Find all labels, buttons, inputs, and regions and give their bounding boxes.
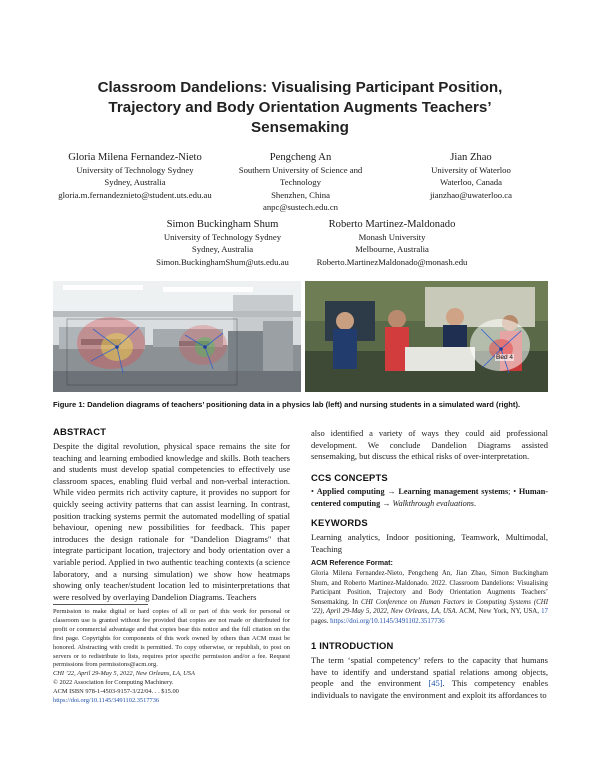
introduction-heading: 1 INTRODUCTION — [311, 640, 394, 651]
physics-lab-photo — [53, 281, 301, 392]
author-block-2 — [228, 151, 373, 214]
permission-block — [53, 608, 290, 706]
citation-link[interactable]: [45] — [428, 678, 443, 689]
ccs-concept-2: Human-centered computing — [311, 487, 549, 508]
author-name: Jian Zhao — [450, 152, 492, 163]
abstract-continued: also identified a variety of ways they could aid professional development. We conclude Dandelion Diagrams assisted sensemaking, but discuss the ethical risks of over-interpretation. — [311, 428, 548, 462]
reference-authors: Gloria Milena Fernandez-Nieto, Pengcheng An, Jian Zhao, Simon Buckingham Shum, and Roberto Martinez-Maldonado. 2022. Classroom Dandelions: Visualising Participant Position, Trajectory and Body Orientation Augments Teachers’ Sensemaking. In — [311, 570, 548, 606]
reference-publisher: ACM, New York, NY, USA, — [459, 608, 540, 616]
ccs-heading: CCS CONCEPTS — [311, 472, 388, 483]
arrow-icon: → — [382, 498, 391, 508]
author-block-4 — [140, 218, 305, 268]
bullet: • — [513, 487, 517, 496]
footnote-rule — [53, 604, 148, 605]
author-name: Simon Buckingham Shum — [166, 219, 279, 230]
ccs-concepts: • Applied computing → Learning management systems; • Human-centered computing → Walkthrough evaluations. — [311, 487, 549, 508]
author-affiliation: University of Waterloo — [431, 165, 511, 175]
author-block-5 — [302, 218, 482, 268]
paper-title: Classroom Dandelions: Visualising Participant Position, Trajectory and Body Orientation Augments Teachers’ Sensemaking — [97, 79, 503, 136]
author-name: Pengcheng An — [269, 152, 332, 163]
author-email: Roberto.MartinezMaldonado@monash.edu — [316, 256, 468, 267]
figure-caption: Figure 1: Dandelion diagrams of teachers’ positioning data in a physics lab (left) and nursing students in a simulated ward (right). — [53, 400, 521, 409]
bed-label: Bed 4 — [496, 354, 513, 361]
conference-line: CHI ’22, April 29-May 5, 2022, New Orleans, LA, USA — [53, 670, 195, 678]
author-affiliation: University of Technology Sydney — [76, 165, 194, 175]
ccs-concept-1: Applied computing — [316, 487, 385, 496]
reference-pages[interactable]: 17 — [541, 608, 548, 616]
author-location: Sydney, Australia — [191, 244, 254, 255]
figure-physics-lab-image — [53, 281, 301, 392]
copyright-line: © 2022 Association for Computing Machinery. — [53, 679, 174, 687]
isbn-line: ACM ISBN 978-1-4503-9157-3/22/04. . . $15.00 — [53, 688, 179, 696]
intro-text-b: . This competency enables individuals to navigate the environment and exploit its affordances to — [311, 678, 548, 700]
author-email: gloria.m.fernandeznieto@student.uts.edu.au — [58, 189, 212, 200]
ccs-concept-2b: Walkthrough evaluations — [392, 498, 474, 508]
author-name: Roberto Martinez-Maldonado — [328, 219, 456, 230]
doi-link[interactable]: https://doi.org/10.1145/3491102.3517736 — [53, 697, 160, 705]
arrow-icon: → — [387, 487, 396, 496]
author-affiliation: Southern University of Science and Technology — [238, 165, 363, 188]
author-location: Sydney, Australia — [104, 177, 166, 188]
introduction-text — [311, 655, 548, 701]
author-location: Melbourne, Australia — [355, 244, 429, 255]
figure-nursing-ward-image — [305, 281, 548, 392]
reference-heading: ACM Reference Format: — [311, 558, 393, 567]
reference-text — [311, 569, 548, 627]
author-block-3 — [396, 151, 546, 201]
author-location: Shenzhen, China — [271, 189, 330, 200]
keywords-heading: KEYWORDS — [311, 517, 368, 528]
keywords-text: Learning analytics, Indoor positioning, Teamwork, Multimodal, Teaching — [311, 532, 548, 554]
author-affiliation: Monash University — [358, 232, 426, 242]
reference-doi-link[interactable]: https://doi.org/10.1145/3491102.3517736 — [330, 617, 445, 625]
abstract-text: Despite the digital revolution, physical space remains the site for teaching and learning embodied knowledge and skills. Both teachers and students must develop spatial competencies to effectively use classroom spaces, enabling fluid verbal and non-verbal interaction. While video permits rich activity capture, it provides no support for quickly seeing activity patterns that can assist learning. In contrast, position tracking systems permit the automated modelling of spatial behaviour, opening new possibilities for feedback. This paper introduces the design rationale for "Dandelion Diagrams" that integrate participant location, trajectory and body orientation over a variable period. Applied in two authentic teaching contexts (a science laboratory, and a nursing simulation) we show how heatmaps showing only teacher/student location led to misinterpretations that were resolved by overlaying Dandelion Diagrams. Teachers — [53, 441, 290, 602]
reference-pages-word: pages. — [311, 617, 329, 625]
abstract-heading: ABSTRACT — [53, 426, 107, 437]
intro-text-a: The term ‘spatial competency’ refers to the capacity that humans have to identify and understand spatial relations among objects, people and the environment — [311, 655, 548, 689]
bullet: • — [311, 487, 314, 496]
author-location: Waterloo, Canada — [439, 177, 503, 188]
author-block-1 — [50, 151, 220, 201]
author-affiliation: University of Technology Sydney — [163, 232, 282, 242]
author-email: anpc@sustech.edu.cn — [262, 202, 339, 213]
author-email: jianzhao@uwaterloo.ca — [429, 189, 513, 200]
permission-notice: Permission to make digital or hard copies of all or part of this work for personal or classroom use is granted without fee provided that copies are not made or distributed for profit or commercial advantage and that copies bear this notice and the full citation on the first page. Copyrights for components of this work owned by others than ACM must be honored. Abstracting with credit is permitted. To copy otherwise, or republish, to post on servers or to redistribute to lists, requires prior specific permission and/or a fee. Request permissions from permissions@acm.org. — [53, 608, 290, 669]
author-name: Gloria Milena Fernandez-Nieto — [68, 152, 202, 163]
author-email: Simon.BuckinghamShum@uts.edu.au — [156, 256, 289, 267]
nursing-ward-photo — [305, 281, 548, 392]
reference-venue: CHI Conference on Human Factors in Computing Systems (CHI ’22), April 29-May 5, 2022, New Orleans, LA, USA. — [311, 598, 548, 616]
ccs-concept-1b: Learning management systems — [398, 487, 509, 496]
